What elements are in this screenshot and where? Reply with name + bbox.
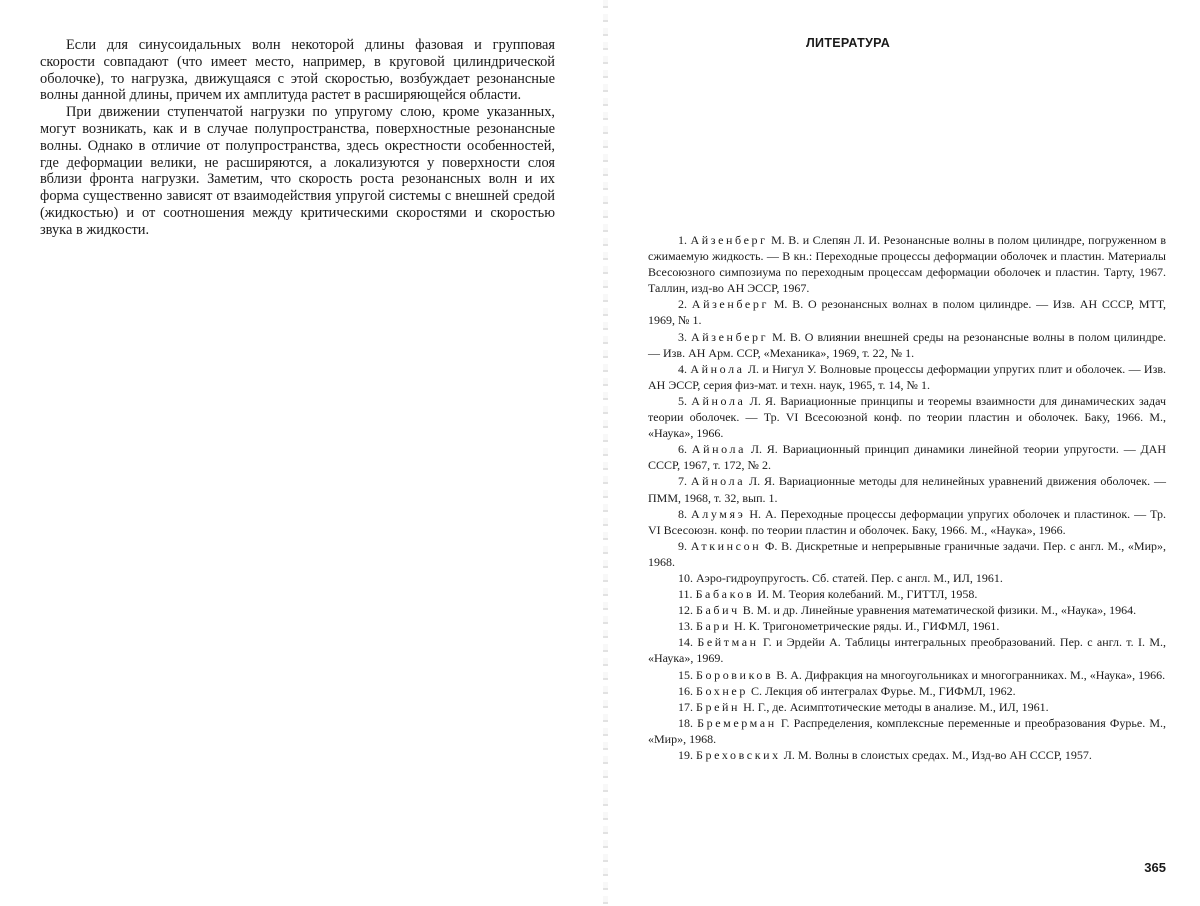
paragraph: При движении ступенчатой нагрузки по упругому слою, кроме указанных, могут возникать, как и в случае полупространства, поверхностные резонансные волны. Однако в отличие от полупространства, здесь окрестности особенностей, где деформации велики, не расширяются, а локализуются у поверхности слоя вблизи фронта нагрузки. Заметим, что скорость роста резонансных волн и их форма существенно зависят от взаимодействия упругой системы с внешней средой (жидкостью) и от соотношения между критическими скоростями и скоростью звука в жидкости. [40,104,555,238]
reference-number: 2. [678,297,687,312]
reference-text: М. В. и Слепян Л. И. Резонансные волны в полом цилиндре, погруженном в сжимаемую жидкость. — В кн.: Переходные процессы деформации оболочек и пластин. Материалы Всесоюзного симпозиума по переходным процессам деформации оболочек и пластин. Тарту, 1967. Таллин, изд-во АН ЭССР, 1967. [648,233,1167,296]
reference-number: 10. [678,570,693,585]
reference-text: В. А. Дифракция на многоугольниках и многогранниках. М., «Наука», 1966. [773,667,1166,682]
reference-author: Алумяэ [691,506,746,521]
reference-item [648,473,1166,505]
reference-item [648,570,1166,586]
reference-number: 5. [678,393,687,408]
reference-item [648,329,1166,361]
reference-author: Боровиков [696,667,774,682]
reference-item [648,602,1166,618]
reference-author: Айзенберг [691,297,769,312]
reference-number: 13. [678,619,693,634]
reference-text: Л. Я. Вариационный принцип динамики линейной теории упругости. — ДАН СССР, 1967, т. 172, № 2. [648,442,1167,473]
reference-item [648,393,1166,441]
reference-author: Бреховских [696,748,781,762]
reference-author: Аткинсон [690,538,762,553]
reference-text: Н. К. Тригонометрические ряды. И., ГИФМЛ, 1961. [731,619,1000,634]
reference-item [648,618,1166,634]
reference-author: Айнола [690,361,745,376]
reference-number: 4. [678,361,687,376]
reference-item [648,538,1166,570]
reference-text: Г. и Эрдейи А. Таблицы интегральных преобразований. Пер. с англ. т. I. М., «Наука», 1969. [648,635,1167,666]
reference-author: Бабаков [695,587,755,602]
paragraph: Если для синусоидальных волн некоторой длины фазовая и групповая скорости совпадают (что имеет место, например, в круговой цилиндрической оболочке), то нагрузка, движущаяся с этой скоростью, возбуждает резонансные волны данной длины, причем их амплитуда растет в расширяющейся области. [40,37,555,104]
reference-number: 8. [678,506,687,521]
reference-item [648,232,1166,296]
reference-author: Айнола [691,442,747,457]
reference-text: Л. и Нигул У. Волновые процессы деформации упругих плит и оболочек. — Изв. АН ЭССР, серия физ-мат. и техн. наук, 1965, т. 14, № 1. [648,361,1166,392]
reference-text: В. М. и др. Линейные уравнения математической физики. М., «Наука», 1964. [739,603,1137,618]
reference-text: Л. М. Волны в слоистых средах. М., Изд-во АН СССР, 1957. [780,748,1092,762]
reference-item [648,715,1166,747]
reference-number: 6. [678,442,687,457]
reference-item [648,699,1166,715]
reference-number: 15. [678,667,693,682]
reference-author: Айнола [691,393,746,408]
reference-list [648,232,1166,763]
reference-item [648,586,1166,602]
reference-author: Айзенберг [691,329,769,344]
reference-author: Брейн [696,699,741,714]
reference-text: С. Лекция об интегралах Фурье. М., ГИФМЛ, 1962. [747,683,1016,698]
page-number: 365 [1144,860,1166,875]
reference-number: 12. [678,603,693,618]
reference-number: 17. [678,699,693,714]
reference-item [648,441,1166,473]
reference-number: 7. [678,474,687,489]
reference-text: Л. Я. Вариационные принципы и теоремы взаимности для динамических задач теории оболочек. — Тр. VI Всесоюзной конф. по теории пластин и оболочек. Баку, 1966. М., «Наука», 1966. [648,393,1166,441]
reference-text: М. В. О резонансных волнах в полом цилиндре. — Изв. АН СССР, МТТ, 1969, № 1. [648,297,1167,328]
reference-item [648,506,1166,538]
reference-number: 11. [678,587,693,602]
reference-text: Аэро-гидроупругость. Сб. статей. Пер. с англ. М., ИЛ, 1961. [696,570,1003,585]
reference-author: Бохнер [696,683,748,698]
reference-author: Бейтман [697,635,759,650]
section-heading: ЛИТЕРАТУРА [805,36,891,50]
reference-item [648,747,1166,763]
reference-item [648,296,1166,328]
reference-number: 14. [678,635,693,650]
reference-author: Бари [696,619,732,634]
reference-text: И. М. Теория колебаний. М., ГИТТЛ, 1958. [754,587,978,602]
reference-number: 1. [678,233,687,247]
reference-author: Айнола [690,474,746,489]
reference-number: 19. [678,748,693,762]
reference-number: 9. [678,538,687,553]
reference-item [648,634,1166,666]
reference-author: Бабич [696,603,740,618]
reference-author: Бремерман [697,715,777,730]
body-text [40,37,555,239]
reference-text: М. В. О влиянии внешней среды на резонансные волны в полом цилиндре. — Изв. АН Арм. ССР, «Механика», 1969, т. 22, № 1. [648,329,1167,360]
reference-text: Ф. В. Дискретные и непрерывные граничные задачи. Пер. с англ. М., «Мир», 1968. [648,538,1166,569]
reference-number: 18. [678,715,693,730]
reference-item [648,361,1166,393]
reference-item [648,667,1166,683]
reference-text: Г. Распределения, комплексные переменные и преобразования Фурье. М., «Мир», 1968. [648,715,1166,746]
reference-number: 16. [678,683,693,698]
right-page [608,0,1200,906]
reference-item [648,683,1166,699]
reference-text: Н. Г., де. Асимптотические методы в анализе. М., ИЛ, 1961. [740,699,1049,714]
reference-text: Л. Я. Вариационные методы для нелинейных уравнений движения оболочек. — ПММ, 1968, т. 32, вып. 1. [648,474,1167,505]
reference-text: Н. А. Переходные процессы деформации упругих оболочек и пластинок. — Тр. VI Всесоюзн. конф. по теории пластин и оболочек. Баку, 1966. М., «Наука», 1966. [648,506,1167,537]
reference-author: Айзенберг [690,233,768,247]
reference-number: 3. [678,329,687,344]
